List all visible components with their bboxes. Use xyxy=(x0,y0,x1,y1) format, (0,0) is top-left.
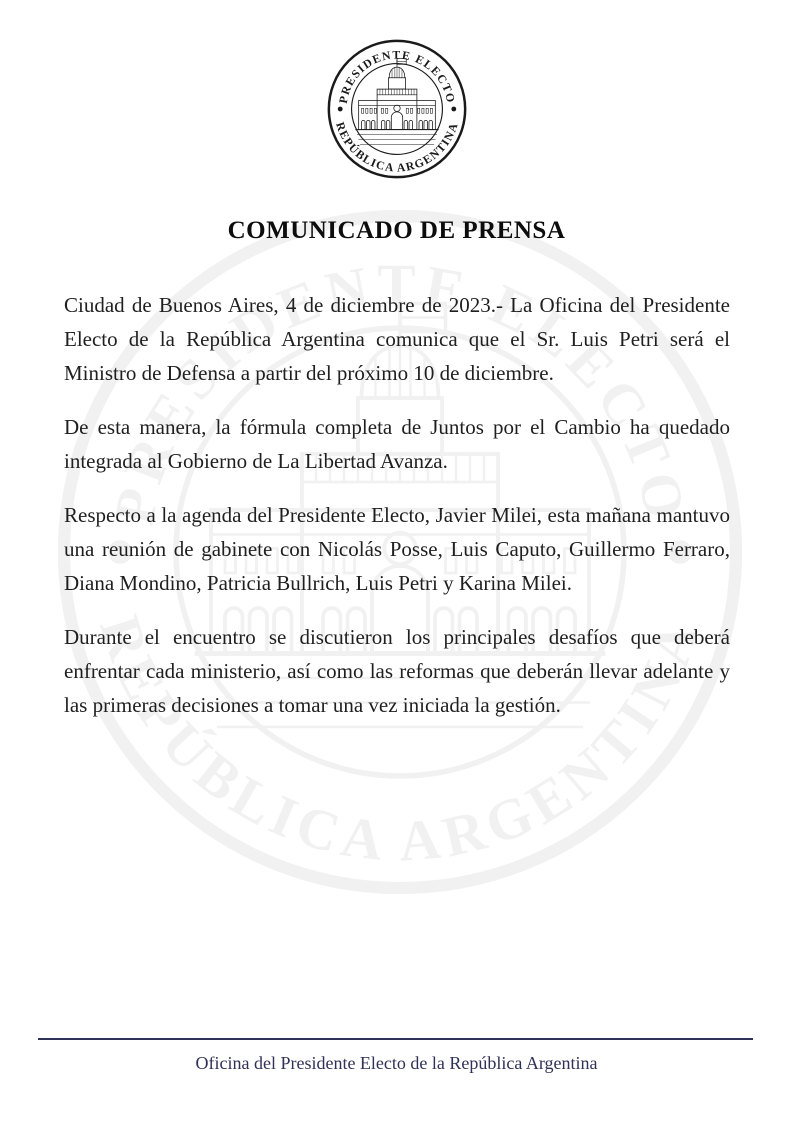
page-footer xyxy=(0,1038,793,1121)
paragraph-coalition: De esta manera, la fórmula completa de Juntos por el Cambio ha quedado integrada al Gobierno de La Libertad Avanza. xyxy=(64,415,730,473)
footer-divider xyxy=(38,1038,753,1040)
paragraph-agenda: Respecto a la agenda del Presidente Electo, Javier Milei, esta mañana mantuvo una reunión de gabinete con Nicolás Posse, Luis Caputo, Guillermo Ferraro, Diana Mondino, Patricia Bullrich, Luis Petri y Karina Milei. xyxy=(64,503,730,595)
page-title: COMUNICADO DE PRENSA xyxy=(227,217,566,244)
paragraph-meeting: Durante el encuentro se discutieron los principales desafíos que deberá enfrentar cada ministerio, así como las reformas que deberán llevar adelante y las primeras decisiones a tomar una vez iniciada la gestión. xyxy=(64,625,730,717)
presidential-seal-logo xyxy=(0,0,793,185)
paragraph-announcement: Ciudad de Buenos Aires, 4 de diciembre de 2023.- La Oficina del Presidente Electo de la República Argentina comunica que el Sr. Luis Petri será el Ministro de Defensa a partir del próximo 10 de diciembre. xyxy=(64,293,730,385)
document-body xyxy=(64,288,730,722)
footer-text: Oficina del Presidente Electo de la República Argentina xyxy=(195,1053,598,1073)
